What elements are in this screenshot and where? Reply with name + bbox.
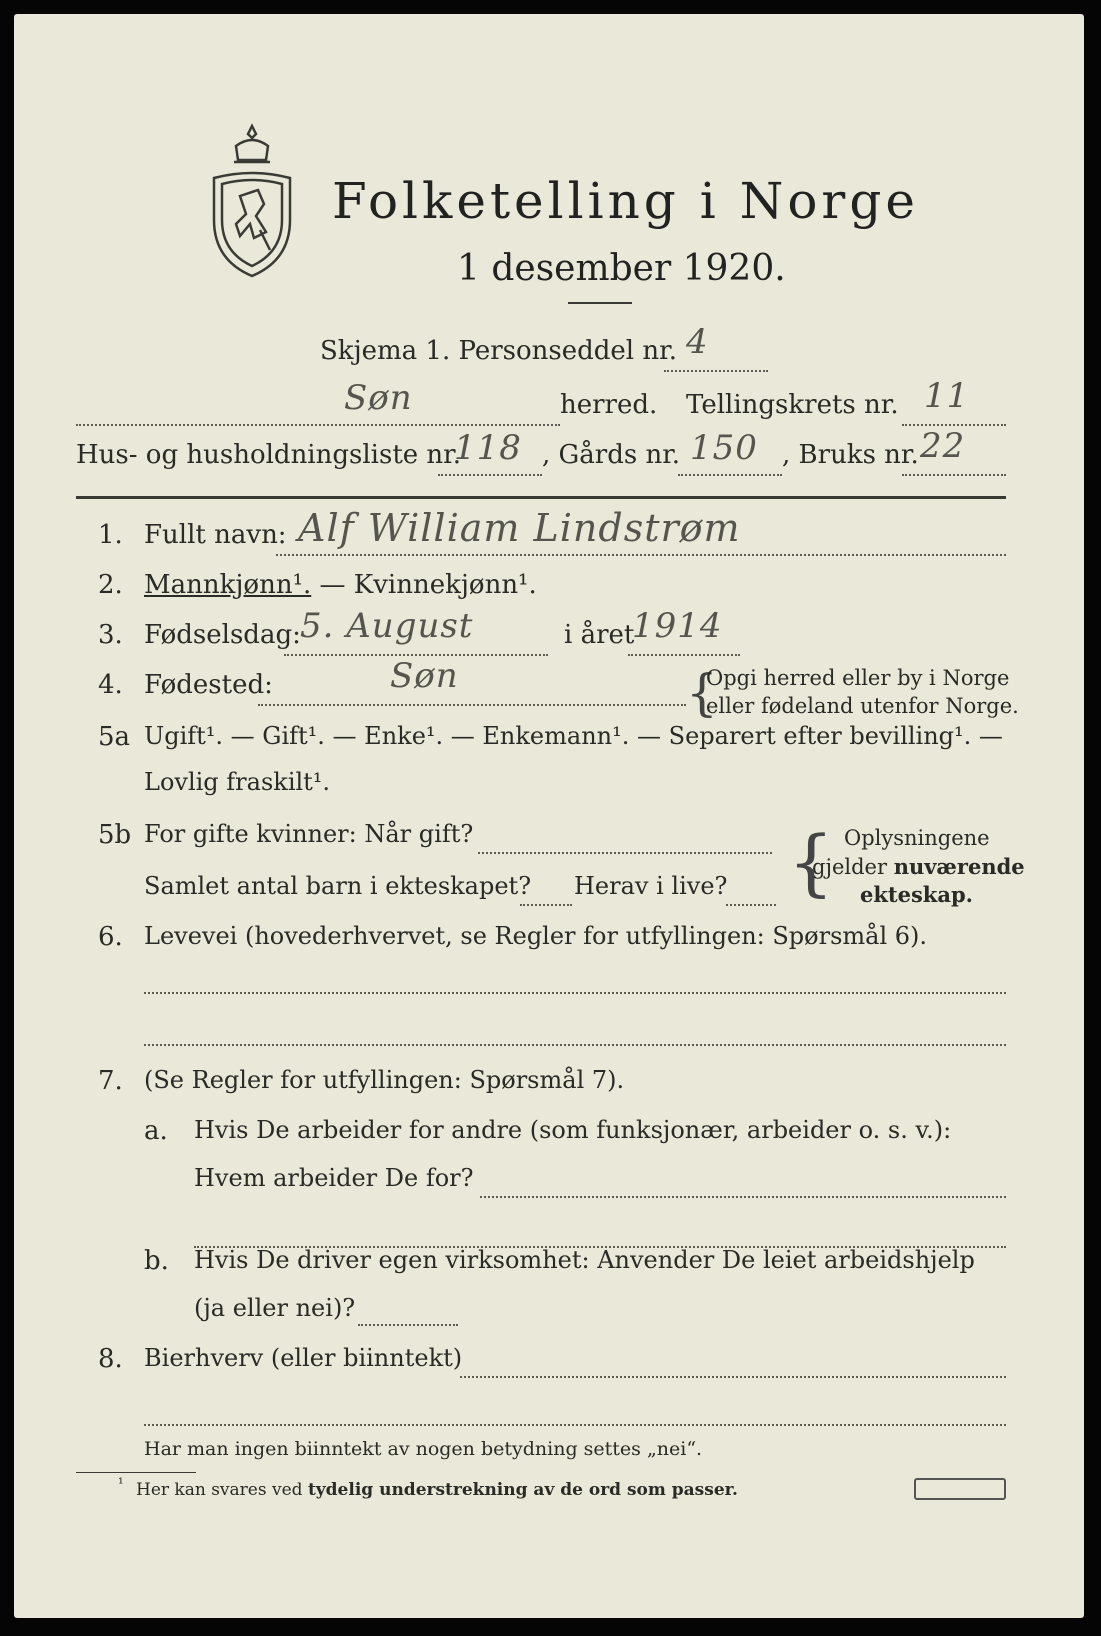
bruks-line [902,474,1006,476]
marriage-note-brace: { [788,820,834,904]
q1-number: 1. [98,520,123,550]
birthplace-label: Fødested: [144,670,273,700]
full-name-line [276,554,1006,556]
birthday-value: 5. August [300,606,474,646]
header-rule [76,496,1006,499]
form-title: Folketelling i Norge [332,172,919,230]
children-total-line [520,904,572,906]
q2-number: 2. [98,570,123,600]
q5a-number: 5a [98,722,131,752]
q6-number: 6. [98,922,123,952]
bruks-label: , Bruks nr. [782,440,919,470]
side-income-note: Har man ingen biinntekt av nogen betydning settes „nei“. [144,1438,703,1460]
husholdningsliste-label: Hus- og husholdningsliste nr. [76,440,462,470]
birthplace-note-line1: Opgi herred eller by i Norge [706,666,1010,690]
personseddel-line [664,370,768,372]
occupation-line-2 [144,1044,1006,1046]
personseddel-nr-value: 4 [686,322,709,362]
printer-stamp [914,1478,1006,1500]
gender-male: Mannkjønn¹. [144,570,312,600]
husholdningsliste-value: 118 [454,428,522,468]
title-divider [568,302,632,304]
married-when-line [478,852,772,854]
occupation-line-1 [144,992,1006,994]
birthplace-note-line2: eller fødeland utenfor Norge. [706,694,1019,718]
gards-value: 150 [690,428,758,468]
married-when-label: For gifte kvinner: Når gift? [144,820,474,848]
marriage-note-line2 [812,854,1025,879]
marriage-note-line1: Oplysningene [844,826,990,850]
children-alive-line [726,904,776,906]
herred-line [76,424,560,426]
census-form [14,14,1084,1618]
gards-line [678,474,782,476]
birthplace-value: Søn [390,656,459,696]
children-total-label: Samlet antal barn i ekteskapet? [144,872,532,900]
husholdningsliste-line [438,474,542,476]
employer-label: Hvem arbeider De for? [194,1164,474,1192]
bruks-value: 22 [920,426,966,466]
footnote-mark: ¹ [118,1476,124,1492]
tellingskrets-label: Tellingskrets nr. [686,390,899,420]
q7-number: 7. [98,1066,123,1096]
marital-status-options: Ugift¹. — Gift¹. — Enke¹. — Enkemann¹. — Separert efter bevilling¹. — [144,722,1003,750]
hired-help-label: (ja eller nei)? [194,1294,356,1322]
full-name-label: Fullt navn: [144,520,287,550]
q3-number: 3. [98,620,123,650]
gender-separator: — [311,570,354,600]
footnote-text-b: tydelig understrekning av de ord som passer. [307,1480,738,1500]
q7-label: (Se Regler for utfyllingen: Spørsmål 7). [144,1066,625,1094]
footnote-text-a: Her kan svares ved [136,1480,308,1500]
footnote-text [136,1480,738,1500]
side-income-label: Bierhverv (eller biinntekt) [144,1344,463,1372]
q7b-letter: b. [144,1246,169,1276]
birthplace-brace: { [686,664,718,722]
q4-number: 4. [98,670,123,700]
q7b-question: Hvis De driver egen virksomhet: Anvender De leiet arbeidshjelp [194,1246,975,1274]
side-income-line [460,1376,1006,1378]
q7a-letter: a. [144,1116,168,1146]
herred-label: herred. [560,390,658,420]
q7a-question: Hvis De arbeider for andre (som funksjonær, arbeider o. s. v.): [194,1116,952,1144]
gender-options [144,570,537,600]
marital-status-divorced: Lovlig fraskilt¹. [144,768,331,796]
side-income-line-2 [144,1424,1006,1426]
birth-year-label: i året [564,620,635,650]
coat-of-arms-icon [206,120,298,280]
census-date: 1 desember 1920. [457,248,786,289]
marriage-note-line3: ekteskap. [860,882,973,907]
marriage-note-current: nuværende [893,854,1025,879]
q5b-number: 5b [98,820,132,850]
herred-value: Søn [344,378,413,418]
birthday-label: Fødselsdag: [144,620,301,650]
q8-number: 8. [98,1344,123,1374]
footnote-rule [76,1472,196,1473]
tellingskrets-value: 11 [924,376,970,416]
birth-year-value: 1914 [632,606,723,646]
employer-line [480,1196,1006,1198]
birth-year-line [628,654,740,656]
gards-label: , Gårds nr. [542,440,681,470]
birthplace-line [258,704,686,706]
gender-female: Kvinnekjønn¹. [353,570,537,600]
skjema-label: Skjema 1. Personseddel nr. [320,336,677,366]
hired-help-line [358,1324,458,1326]
children-alive-label: Herav i live? [574,872,728,900]
marriage-note-gjelder: gjelder [812,855,894,879]
occupation-label: Levevei (hovederhvervet, se Regler for utfyllingen: Spørsmål 6). [144,922,928,950]
full-name-value: Alf William Lindstrøm [298,506,741,550]
